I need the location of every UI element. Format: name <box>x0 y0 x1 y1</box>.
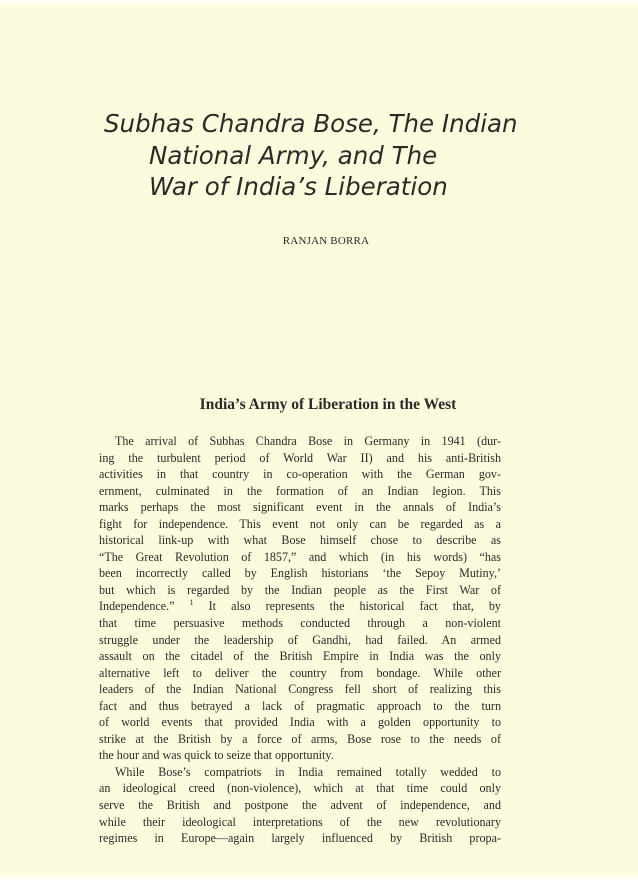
author-name: RANJAN BORRA <box>282 235 370 247</box>
article-title <box>60 108 580 203</box>
body-line: activities in that country in co-operation with the German gov- <box>99 467 501 482</box>
body-line: of world events that provided India with a golden opportunity to <box>99 715 501 730</box>
body-line: regimes in Europe—again largely influenced by British propa- <box>99 831 501 846</box>
body-line: an ideological creed (non-violence), which at that time could only <box>99 781 501 796</box>
body-line: marks perhaps the most significant event in the annals of India’s <box>99 500 501 515</box>
body-line: that time persuasive methods conducted through a non-violent <box>99 616 501 631</box>
title-line-1: Subhas Chandra Bose, The Indian <box>104 109 518 138</box>
body-line-start: Independence.” <box>99 599 175 614</box>
body-line: fight for independence. This event not only can be regarded as a <box>99 516 501 531</box>
footnote-ref: 1 <box>189 598 194 608</box>
body-line: leaders of the Indian National Congress fell short of realizing this <box>99 682 501 697</box>
body-line: struggle under the leadership of Gandhi, had failed. An armed <box>99 632 501 647</box>
section-heading: India’s Army of Liberation in the West <box>199 396 457 413</box>
body-line: alternative left to deliver the country from bondage. While other <box>99 665 501 680</box>
body-line: the hour and was quick to seize that opportunity. <box>99 748 334 763</box>
page-top-edge <box>0 0 638 6</box>
body-line: “The Great Revolution of 1857,” and which (in his words) “has <box>99 549 501 564</box>
body-line: serve the British and postpone the advent of independence, and <box>99 798 501 813</box>
body-text <box>99 433 501 847</box>
body-line: assault on the citadel of the British Empire in India was the only <box>99 649 501 664</box>
body-line: while their ideological interpretations of the new revolutionary <box>99 814 501 829</box>
body-line: ernment, culminated in the formation of an Indian legion. This <box>99 483 501 498</box>
body-line: been incorrectly called by English historians ‘the Sepoy Mutiny,’ <box>99 566 501 581</box>
body-line: The arrival of Subhas Chandra Bose in Germany in 1941 (dur- <box>115 434 501 448</box>
body-line-end: It also represents the historical fact that, by <box>208 599 501 614</box>
body-line: fact and thus betrayed a lack of pragmatic approach to the turn <box>99 698 501 713</box>
body-line-with-footnote <box>99 598 501 615</box>
title-line-2: National Army, and The <box>149 140 438 170</box>
body-line: While Bose’s compatriots in India remained totally wedded to <box>115 764 501 779</box>
body-line: ing the turbulent period of World War II) and his anti-British <box>99 450 501 465</box>
body-line: strike at the British by a force of arms, Bose rose to the needs of <box>99 731 501 746</box>
title-line-3: War of India’s Liberation <box>149 172 448 201</box>
page-bottom-edge <box>0 873 638 881</box>
body-line: historical link-up with what Bose himself chose to describe as <box>99 533 501 548</box>
body-line: but which is regarded by the Indian people as the First War of <box>99 582 501 597</box>
